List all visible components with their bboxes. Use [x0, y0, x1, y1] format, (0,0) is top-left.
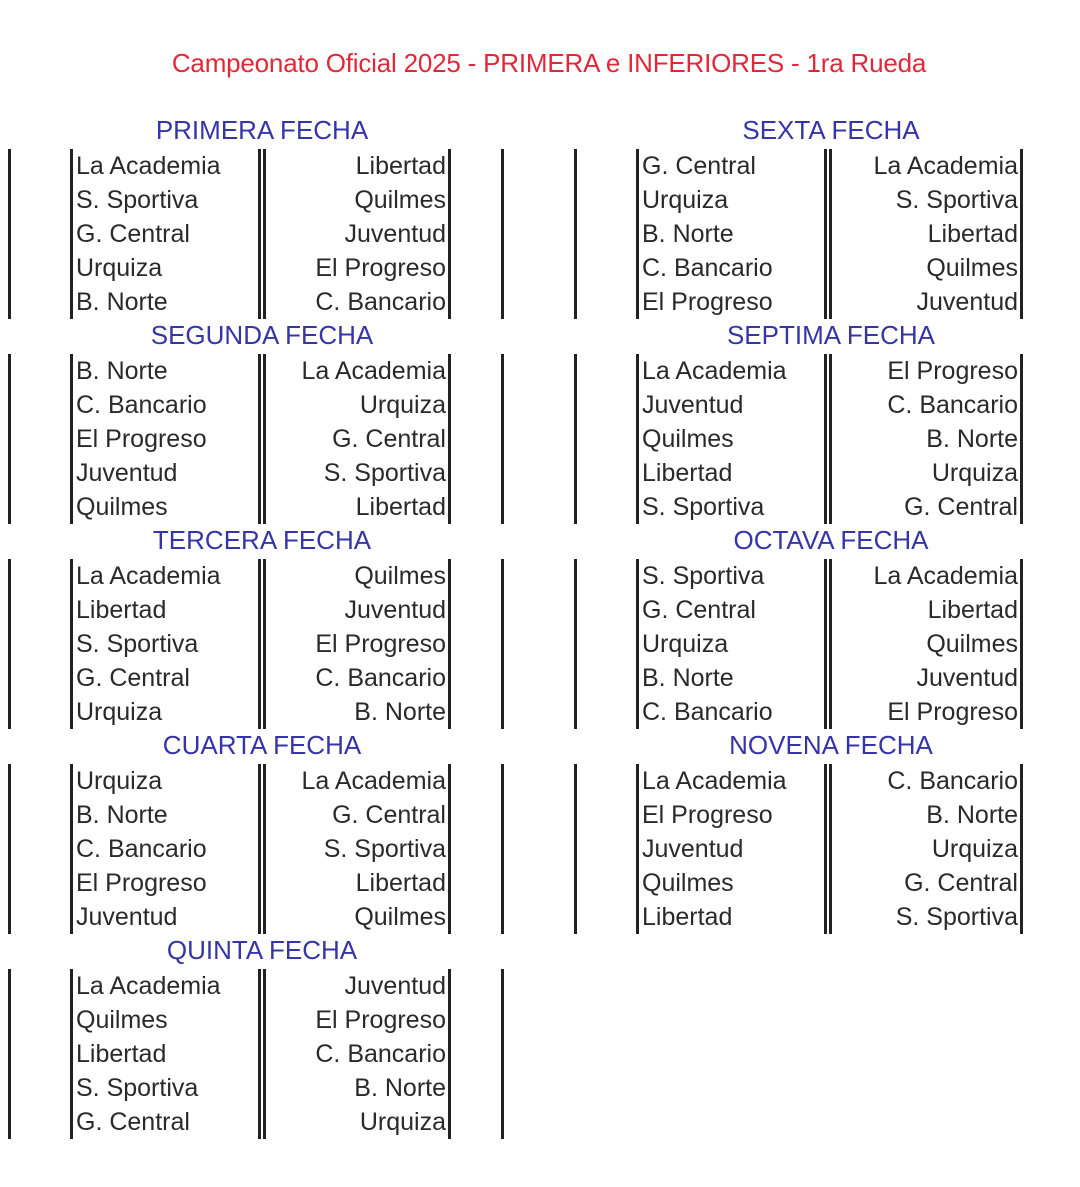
fecha-heading: SEPTIMA FECHA — [726, 320, 936, 350]
away-team: La Academia — [873, 562, 1018, 590]
table-divider — [829, 354, 832, 524]
home-team: La Academia — [642, 767, 787, 795]
fecha-heading: QUINTA FECHA — [166, 935, 358, 965]
away-team: Urquiza — [931, 459, 1018, 487]
table-divider — [8, 969, 11, 1139]
home-team: S. Sportiva — [76, 186, 199, 214]
away-team: Libertad — [927, 220, 1018, 248]
away-team: Juventud — [344, 220, 446, 248]
home-team: S. Sportiva — [76, 630, 199, 658]
home-team: S. Sportiva — [76, 1074, 199, 1102]
table-divider — [258, 969, 261, 1139]
fecha-block — [576, 525, 1076, 730]
away-team: El Progreso — [887, 357, 1018, 385]
home-team: Libertad — [642, 903, 733, 931]
table-divider — [501, 764, 504, 934]
home-team: G. Central — [642, 152, 756, 180]
away-team: Juventud — [916, 288, 1018, 316]
fecha-heading: TERCERA FECHA — [152, 525, 372, 555]
away-team: G. Central — [332, 801, 446, 829]
fecha-block — [10, 730, 510, 935]
table-divider — [501, 559, 504, 729]
away-team: Libertad — [355, 152, 446, 180]
table-divider — [829, 559, 832, 729]
table-divider — [70, 969, 73, 1139]
table-divider — [824, 149, 827, 319]
table-divider — [829, 764, 832, 934]
home-team: Urquiza — [76, 698, 163, 726]
page-title: Campeonato Oficial 2025 - PRIMERA e INFERIORES - 1ra Rueda — [171, 48, 927, 78]
table-divider — [258, 559, 261, 729]
home-team: La Academia — [76, 152, 221, 180]
away-team: Juventud — [344, 596, 446, 624]
away-team: Libertad — [927, 596, 1018, 624]
home-team: Juventud — [76, 903, 178, 931]
table-divider — [70, 764, 73, 934]
home-team: Libertad — [76, 1040, 167, 1068]
away-team: El Progreso — [315, 1006, 446, 1034]
table-divider — [258, 354, 261, 524]
table-divider — [8, 764, 11, 934]
home-team: Urquiza — [642, 186, 729, 214]
home-team: Urquiza — [76, 767, 163, 795]
away-team: S. Sportiva — [323, 835, 446, 863]
fecha-heading: OCTAVA FECHA — [733, 525, 929, 555]
away-team: Urquiza — [359, 391, 446, 419]
table-divider — [448, 149, 451, 319]
away-team: Juventud — [344, 972, 446, 1000]
home-team: Juventud — [76, 459, 178, 487]
away-team: C. Bancario — [887, 767, 1018, 795]
away-team: Quilmes — [354, 903, 446, 931]
home-team: Libertad — [76, 596, 167, 624]
away-team: Quilmes — [926, 254, 1018, 282]
table-divider — [1020, 764, 1023, 934]
away-team: G. Central — [332, 425, 446, 453]
home-team: B. Norte — [76, 801, 168, 829]
away-team: La Academia — [301, 767, 446, 795]
table-divider — [824, 764, 827, 934]
away-team: S. Sportiva — [895, 903, 1018, 931]
home-team: Quilmes — [76, 493, 168, 521]
fecha-block — [10, 525, 510, 730]
table-divider — [258, 149, 261, 319]
table-divider — [636, 764, 639, 934]
away-team: B. Norte — [926, 425, 1018, 453]
table-divider — [501, 354, 504, 524]
fecha-block — [10, 935, 510, 1140]
fecha-heading: SEGUNDA FECHA — [150, 320, 374, 350]
home-team: El Progreso — [76, 425, 207, 453]
table-divider — [1020, 354, 1023, 524]
table-divider — [70, 149, 73, 319]
fecha-block — [10, 115, 510, 320]
home-team: C. Bancario — [76, 835, 207, 863]
table-divider — [501, 149, 504, 319]
table-divider — [263, 969, 266, 1139]
home-team: La Academia — [76, 562, 221, 590]
home-team: C. Bancario — [642, 254, 773, 282]
home-team: Juventud — [642, 835, 744, 863]
away-team: Urquiza — [931, 835, 1018, 863]
home-team: Quilmes — [642, 425, 734, 453]
home-team: C. Bancario — [76, 391, 207, 419]
away-team: El Progreso — [887, 698, 1018, 726]
fecha-block — [10, 320, 510, 525]
table-divider — [636, 149, 639, 319]
away-team: B. Norte — [354, 1074, 446, 1102]
away-team: Quilmes — [926, 630, 1018, 658]
home-team: El Progreso — [642, 288, 773, 316]
table-divider — [448, 559, 451, 729]
table-divider — [1020, 559, 1023, 729]
home-team: Quilmes — [642, 869, 734, 897]
table-divider — [8, 149, 11, 319]
table-divider — [8, 354, 11, 524]
home-team: S. Sportiva — [642, 493, 765, 521]
home-team: B. Norte — [642, 664, 734, 692]
away-team: C. Bancario — [315, 664, 446, 692]
table-divider — [258, 764, 261, 934]
home-team: G. Central — [76, 1108, 190, 1136]
home-team: Urquiza — [76, 254, 163, 282]
table-divider — [1020, 149, 1023, 319]
table-divider — [824, 354, 827, 524]
table-divider — [448, 354, 451, 524]
away-team: El Progreso — [315, 254, 446, 282]
table-divider — [824, 559, 827, 729]
home-team: C. Bancario — [642, 698, 773, 726]
fecha-heading: PRIMERA FECHA — [155, 115, 369, 145]
table-divider — [574, 559, 577, 729]
away-team: C. Bancario — [315, 288, 446, 316]
home-team: Quilmes — [76, 1006, 168, 1034]
away-team: G. Central — [904, 493, 1018, 521]
table-divider — [574, 354, 577, 524]
table-divider — [636, 354, 639, 524]
away-team: C. Bancario — [887, 391, 1018, 419]
away-team: Libertad — [355, 493, 446, 521]
home-team: La Academia — [76, 972, 221, 1000]
table-divider — [70, 559, 73, 729]
home-team: S. Sportiva — [642, 562, 765, 590]
table-divider — [501, 969, 504, 1139]
home-team: G. Central — [76, 220, 190, 248]
away-team: G. Central — [904, 869, 1018, 897]
home-team: B. Norte — [76, 288, 168, 316]
table-divider — [263, 354, 266, 524]
away-team: S. Sportiva — [895, 186, 1018, 214]
home-team: G. Central — [76, 664, 190, 692]
fecha-block — [576, 115, 1076, 320]
away-team: La Academia — [873, 152, 1018, 180]
home-team: B. Norte — [76, 357, 168, 385]
away-team: Urquiza — [359, 1108, 446, 1136]
away-team: B. Norte — [354, 698, 446, 726]
fecha-heading: NOVENA FECHA — [729, 730, 933, 760]
away-team: La Academia — [301, 357, 446, 385]
away-team: B. Norte — [926, 801, 1018, 829]
table-divider — [574, 764, 577, 934]
table-divider — [263, 149, 266, 319]
fecha-block — [576, 320, 1076, 525]
away-team: Libertad — [355, 869, 446, 897]
table-divider — [70, 354, 73, 524]
home-team: El Progreso — [76, 869, 207, 897]
away-team: Juventud — [916, 664, 1018, 692]
table-divider — [263, 764, 266, 934]
fecha-heading: SEXTA FECHA — [742, 115, 920, 145]
fecha-heading: CUARTA FECHA — [162, 730, 362, 760]
table-divider — [448, 764, 451, 934]
home-team: G. Central — [642, 596, 756, 624]
home-team: La Academia — [642, 357, 787, 385]
fecha-block — [576, 730, 1076, 935]
table-divider — [829, 149, 832, 319]
table-divider — [574, 149, 577, 319]
table-divider — [636, 559, 639, 729]
table-divider — [448, 969, 451, 1139]
away-team: Quilmes — [354, 562, 446, 590]
away-team: El Progreso — [315, 630, 446, 658]
home-team: El Progreso — [642, 801, 773, 829]
away-team: Quilmes — [354, 186, 446, 214]
table-divider — [8, 559, 11, 729]
away-team: S. Sportiva — [323, 459, 446, 487]
table-divider — [263, 559, 266, 729]
away-team: C. Bancario — [315, 1040, 446, 1068]
home-team: Juventud — [642, 391, 744, 419]
home-team: B. Norte — [642, 220, 734, 248]
home-team: Libertad — [642, 459, 733, 487]
home-team: Urquiza — [642, 630, 729, 658]
